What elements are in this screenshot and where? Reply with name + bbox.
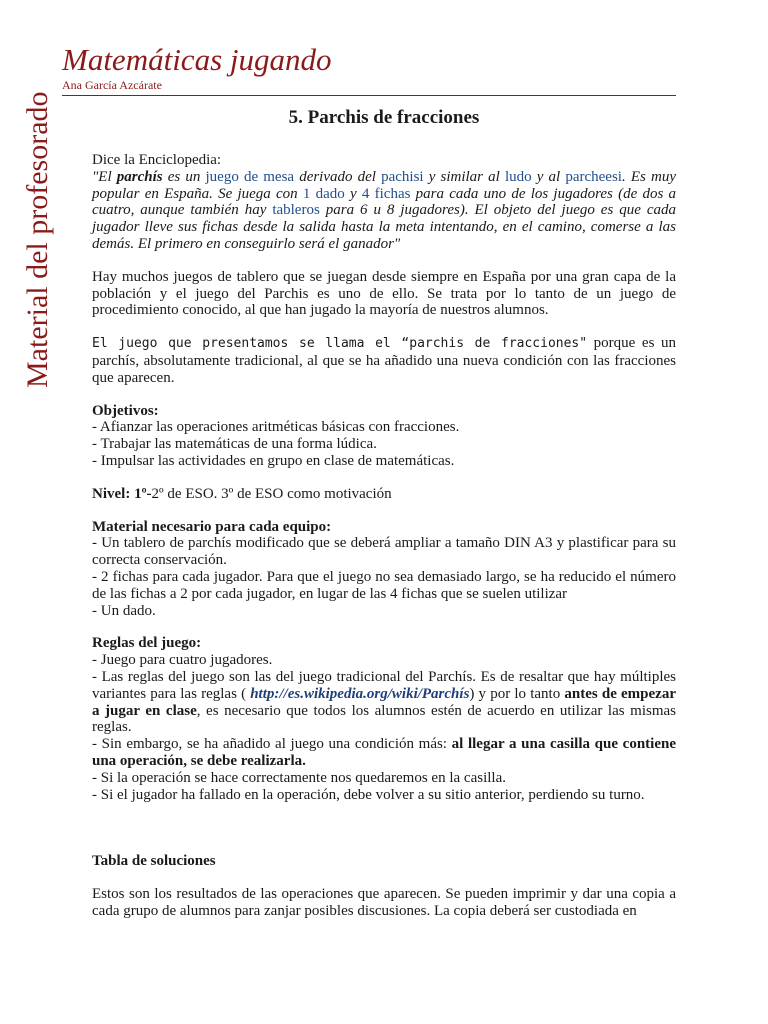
document-title: Matemáticas jugando (62, 42, 332, 77)
paragraph-2 (92, 335, 676, 386)
link-ludo[interactable]: ludo (504, 168, 532, 185)
quote-bold-term: parchís (116, 168, 163, 185)
spacer (92, 253, 676, 269)
quote-text: para 6 u 8 jugadores). El objeto del juego es que cada jugador lleve sus fichas desde la salida hasta la meta intentando, en el camino, comerse a las demás. El primero en conseguirlo será el ganador" (92, 202, 677, 252)
spacer (92, 837, 676, 853)
reglas-text: ) y por lo tanto (469, 685, 565, 702)
link-wikipedia-parchis[interactable]: http://es.wikipedia.org/wiki/Parchís (250, 685, 470, 702)
spacer (92, 319, 676, 335)
tabla-heading-text: Tabla de soluciones (92, 853, 216, 870)
reglas-heading (92, 635, 676, 652)
document-body (92, 152, 676, 920)
spacer (92, 503, 676, 519)
spacer (92, 619, 676, 635)
spacer (92, 870, 676, 886)
objetivos-heading (92, 403, 676, 420)
header-rule (62, 95, 676, 96)
quote-text: "El (92, 168, 117, 185)
reglas-item (92, 736, 676, 770)
link-pachisi[interactable]: pachisi (381, 168, 424, 185)
tabla-heading (92, 853, 676, 870)
reglas-heading-text: Reglas del juego: (92, 635, 202, 652)
material-heading-text: Material necesario para cada equipo: (92, 518, 332, 535)
quote-text: es un (162, 168, 206, 185)
tabla-text: Estos son los resultados de las operaciones que aparecen. Se pueden imprimir y dar una copia a cada grupo de alumnos para zanjar posibles discusiones. La copia deberá ser custodiada en (92, 886, 676, 919)
reglas-item (92, 669, 676, 736)
quote-text: derivado del (294, 168, 382, 185)
sidebar-label (14, 91, 54, 395)
link-fichas[interactable]: fichas (374, 185, 411, 202)
reglas-text: , es necesario que todos los alumnos estén de acuerdo en utilizar las mismas reglas. (92, 702, 676, 736)
quote-text: y al (531, 168, 566, 185)
nivel-text: 2º de ESO. 3º de ESO como motivación (151, 485, 392, 502)
reglas-item: - Juego para cuatro jugadores. (92, 652, 273, 669)
quote-text: . Es muy popular en España. Se juega con (92, 168, 676, 202)
paragraph-2-mono: El juego que presentamos se llama el “parchis de fracciones" (92, 336, 588, 352)
link-tableros[interactable]: tableros (272, 202, 320, 219)
objetivos-item: - Afianzar las operaciones aritméticas básicas con fracciones. (92, 419, 460, 436)
document-header (62, 42, 676, 96)
objetivos-heading-text: Objetivos: (92, 402, 159, 419)
reglas-bold: antes de empezar a jugar en clase (92, 685, 676, 719)
objetivos-item: - Impulsar las actividades en grupo en clase de matemáticas. (92, 452, 455, 469)
intro-lead: Dice la Enciclopedia: (92, 152, 222, 168)
quote-text: y (344, 185, 362, 202)
link-juego-de-mesa[interactable]: juego de mesa (205, 168, 295, 185)
link-dado[interactable]: dado (315, 185, 345, 202)
paragraph-2-rest: porque es un parchís, absolutamente tradicional, al que se ha añadido una nueva condición con las fracciones que aparecen. (92, 335, 676, 386)
reglas-item: - Si el jugador ha fallado en la operación, debe volver a su sitio anterior, perdiendo su turno. (92, 786, 645, 803)
document-author: Ana García Azcárate (62, 78, 162, 92)
paragraph-1: Hay muchos juegos de tablero que se juegan desde siempre en España por una gran capa de la población y el juego del Parchis es uno de ello. Se trata por lo tanto de un juego de procedimiento conocido, al que han jugado la mayoría de nuestros alumnos. (92, 268, 676, 319)
link-4[interactable]: 4 (361, 185, 370, 202)
material-item: - Un dado. (92, 602, 156, 619)
spacer (92, 803, 676, 837)
quote-text: para cada uno de los jugadores (de dos a cuatro, aunque también hay (92, 185, 677, 219)
nivel-label: Nivel: 1º- (92, 485, 152, 502)
reglas-text: - Las reglas del juego son las del juego tradicional del Parchís. Es de resaltar que hay múltiples variantes para las reglas ( (92, 668, 676, 702)
material-item: - Un tablero de parchís modificado que se deberá ampliar a tamaño DIN A3 y plastificar para su correcta conservación. (92, 535, 676, 569)
spacer (92, 387, 676, 403)
reglas-text: - Sin embargo, se ha añadido al juego una condición más: (92, 736, 452, 753)
nivel-line (92, 486, 676, 503)
material-heading (92, 519, 676, 536)
link-parcheesi[interactable]: parcheesi (565, 168, 622, 185)
spacer (92, 470, 676, 486)
reglas-bold: al llegar a una casilla que contiene una operación, se debe realizarla. (92, 736, 676, 769)
sidebar-label-text: Material del profesorado (21, 91, 54, 388)
reglas-item: - Si la operación se hace correctamente nos quedaremos en la casilla. (92, 769, 506, 786)
objetivos-item: - Trabajar las matemáticas de una forma lúdica. (92, 436, 377, 453)
section-title: 5. Parchis de fracciones (288, 107, 480, 128)
link-1[interactable]: 1 (302, 185, 311, 202)
quote-text: y similar al (423, 168, 505, 185)
material-item: - 2 fichas para cada jugador. Para que el juego no sea demasiado largo, se ha reducido el número de las fichas a 2 por cada jugador, en lugar de las 4 fichas que se suelen utilizar (92, 568, 676, 602)
intro-quote (92, 169, 676, 253)
